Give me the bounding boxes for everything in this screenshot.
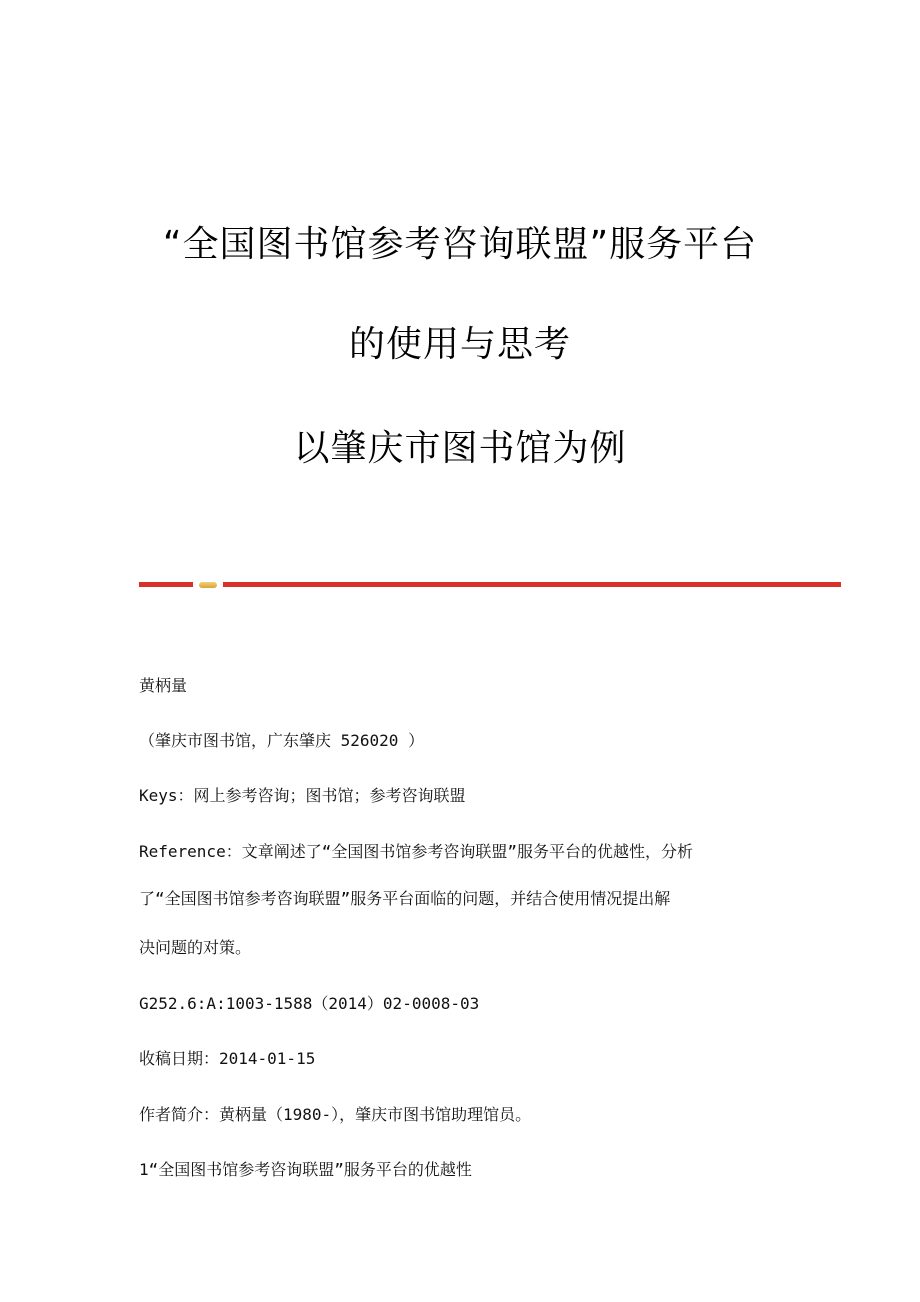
subtitle-line: 以肇庆市图书馆为例 [293,428,627,469]
divider-bar-right [223,582,841,587]
abstract-line-3: 决问题的对策。 [139,938,252,957]
section-heading-1: 1“全国图书馆参考咨询联盟”服务平台的优越性 [139,1160,472,1179]
received-date: 收稿日期：2014-01-15 [139,1049,316,1068]
classification-code: G252.6:A:1003-1588（2014）02-0008-03 [139,994,480,1013]
divider-ornament-icon [199,582,217,588]
title-line-1: “全国图书馆参考咨询联盟”服务平台 [162,224,758,265]
author-bio: 作者简介：黄柄量（1980-），肇庆市图书馆助理馆员。 [139,1105,532,1124]
author-name: 黄柄量 [139,676,188,695]
author-affiliation: （肇庆市图书馆，广东肇庆 526020 ） [139,731,425,750]
abstract-line-2: 了“全国图书馆参考咨询联盟”服务平台面临的问题，并结合使用情况提出解 [139,889,671,908]
title-line-2: 的使用与思考 [348,324,571,365]
keywords: Keys：网上参考咨询；图书馆；参考咨询联盟 [139,786,466,805]
decorative-divider [139,582,841,588]
divider-bar-left [139,582,193,587]
abstract-line-1: Reference：文章阐述了“全国图书馆参考咨询联盟”服务平台的优越性，分析 [139,842,693,861]
